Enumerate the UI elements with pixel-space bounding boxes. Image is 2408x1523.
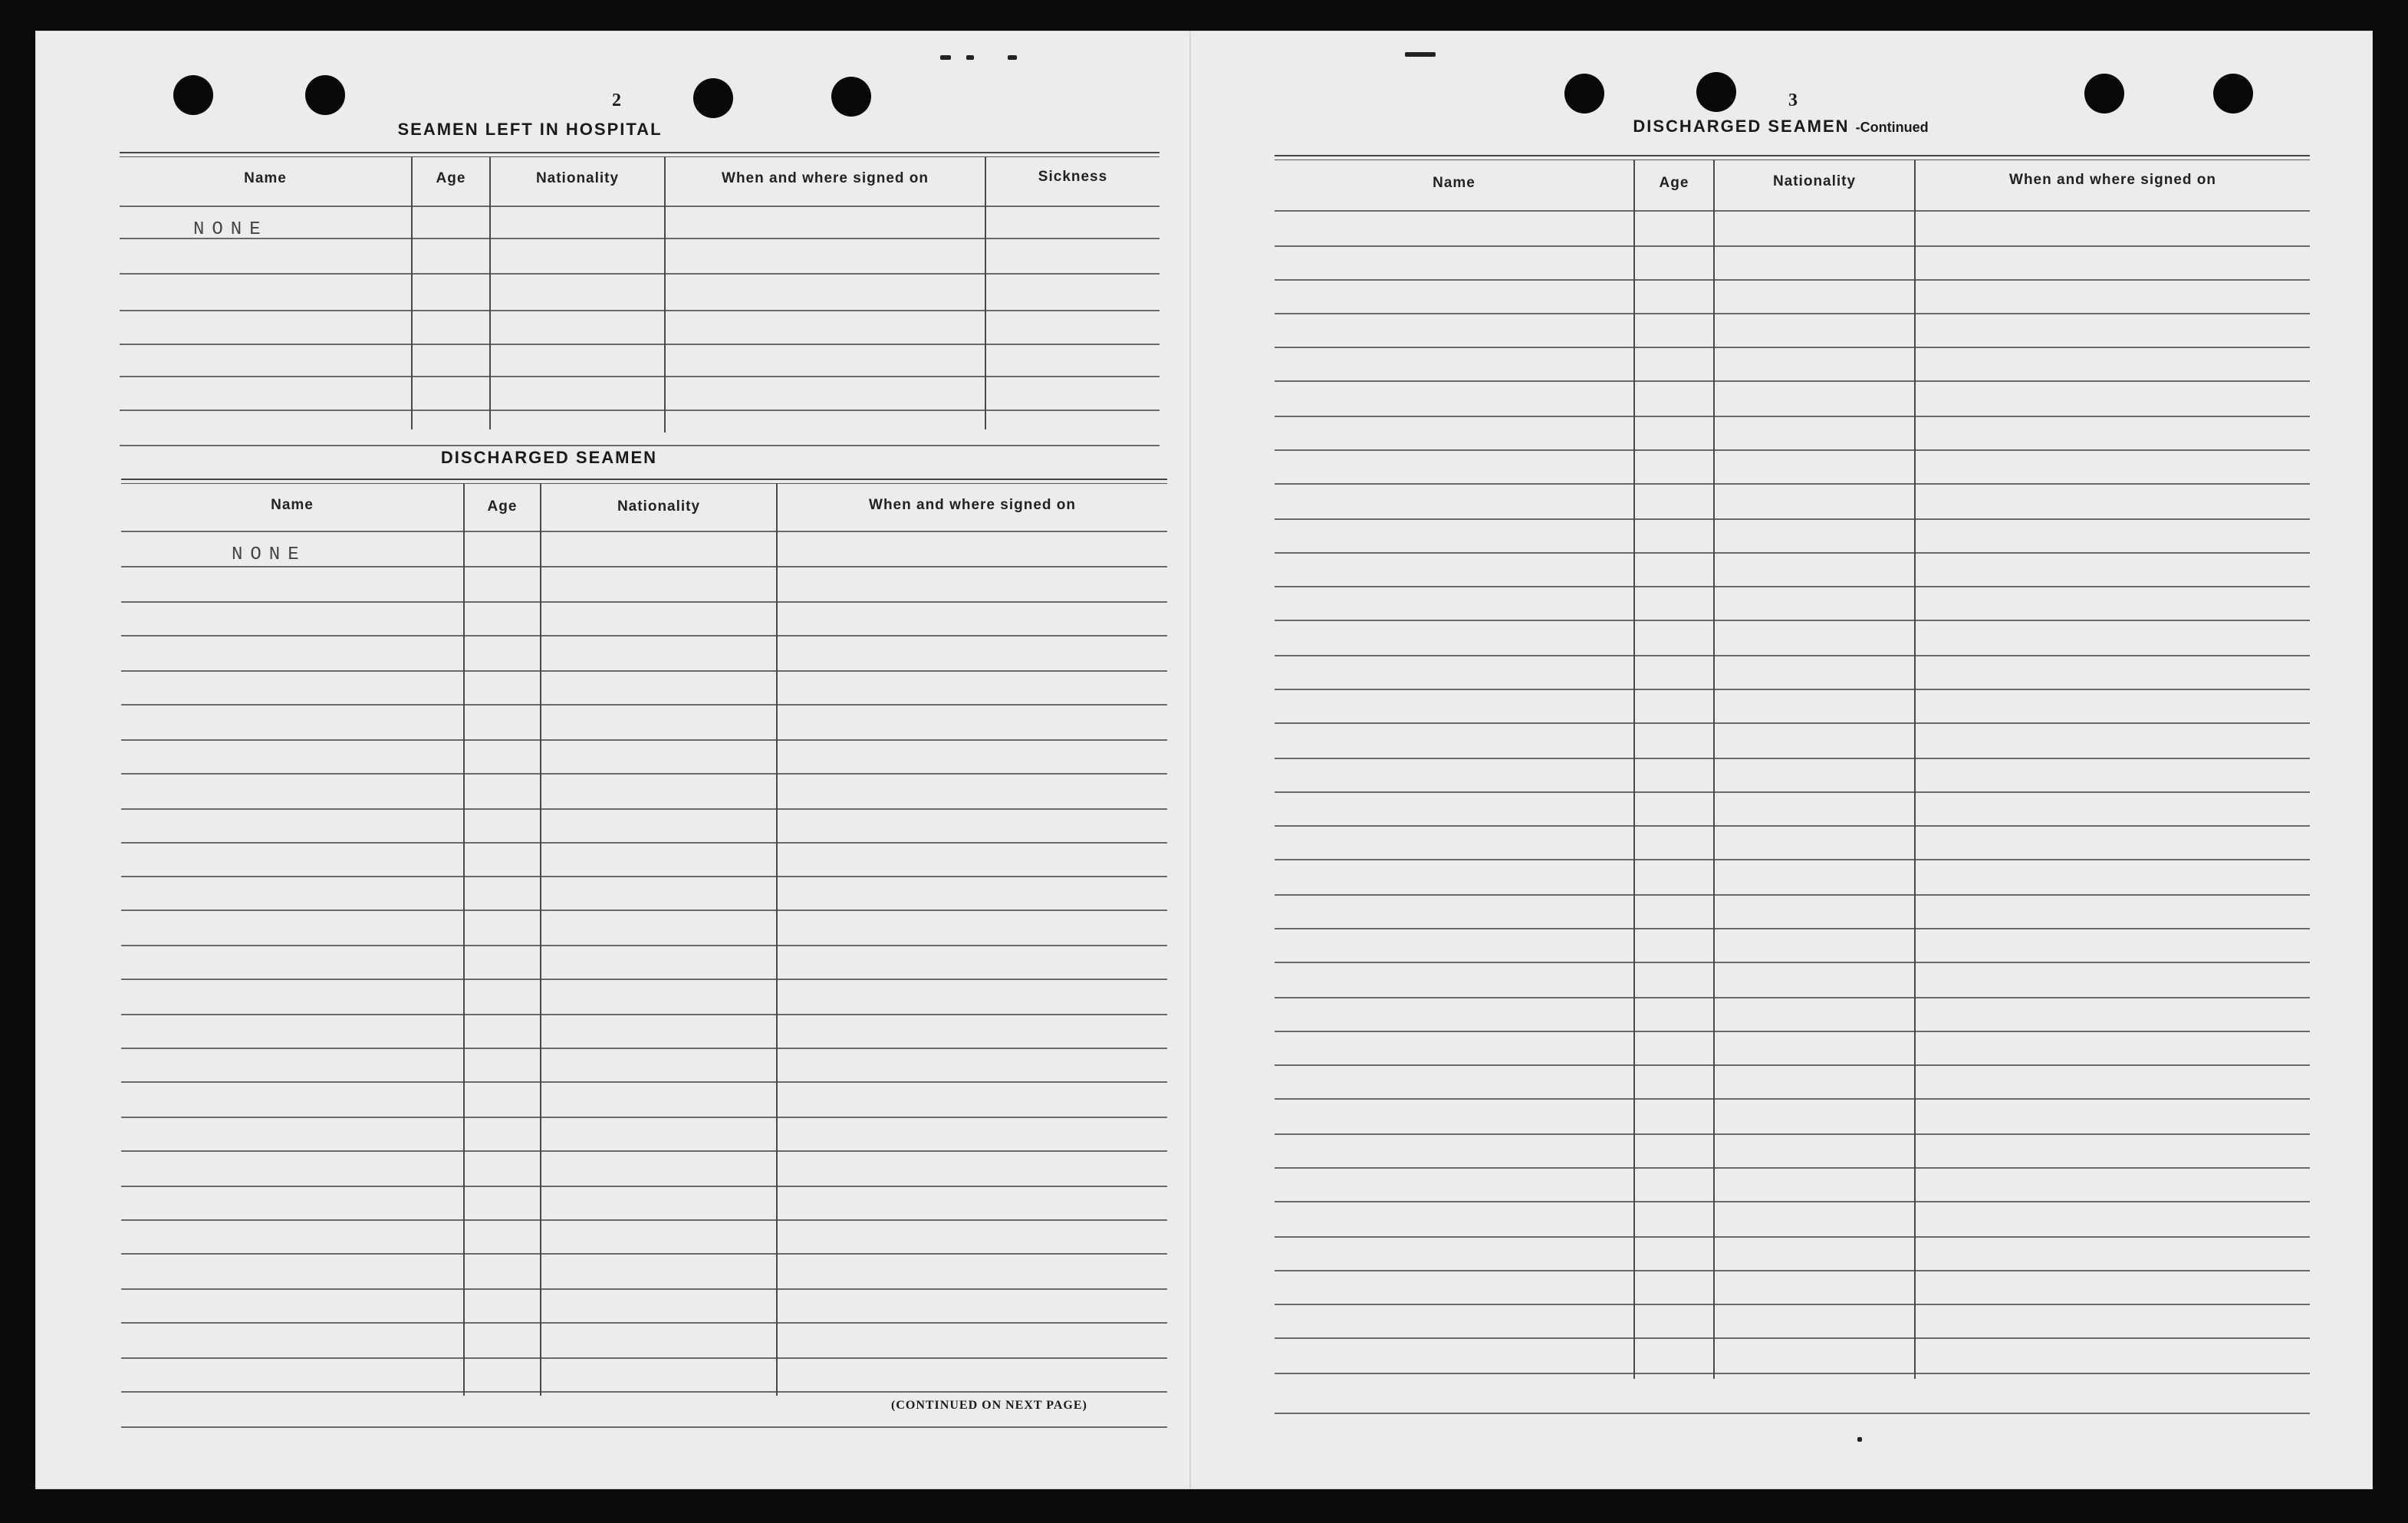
row-rule bbox=[1275, 552, 2310, 554]
row-rule bbox=[1275, 313, 2310, 314]
col-header-name: Name bbox=[1433, 175, 1475, 191]
row-rule bbox=[121, 1186, 1167, 1187]
row-rule bbox=[120, 376, 1160, 377]
row-rule bbox=[1275, 1201, 2310, 1202]
row-rule bbox=[1275, 586, 2310, 587]
row-rule bbox=[121, 635, 1167, 637]
row-rule bbox=[1275, 1167, 2310, 1169]
discharged-continued-title bbox=[1574, 117, 1988, 137]
row-rule bbox=[1275, 449, 2310, 451]
column-divider bbox=[411, 156, 413, 429]
row-rule bbox=[1275, 997, 2310, 998]
row-rule bbox=[1275, 962, 2310, 963]
table-cell-name: NONE bbox=[232, 544, 307, 565]
row-rule bbox=[120, 344, 1160, 345]
row-rule bbox=[1275, 689, 2310, 690]
row-rule bbox=[121, 670, 1167, 672]
table-cell-name: NONE bbox=[193, 219, 268, 240]
row-rule bbox=[121, 773, 1167, 775]
col-header-nationality: Nationality bbox=[1772, 173, 1857, 189]
row-rule bbox=[1275, 1133, 2310, 1135]
row-rule bbox=[120, 238, 1160, 239]
row-rule bbox=[121, 601, 1167, 603]
col-header-age: Age bbox=[487, 498, 518, 515]
row-rule bbox=[120, 410, 1160, 411]
page-number: 3 bbox=[1788, 90, 1798, 110]
row-rule bbox=[121, 483, 1167, 484]
row-rule bbox=[121, 979, 1167, 980]
row-rule bbox=[121, 1081, 1167, 1083]
row-rule bbox=[1275, 791, 2310, 793]
discharged-section-title: DISCHARGED SEAMEN bbox=[440, 448, 658, 467]
row-rule bbox=[121, 1117, 1167, 1118]
row-rule bbox=[120, 310, 1160, 311]
row-rule bbox=[1275, 1337, 2310, 1339]
punch-hole bbox=[2084, 74, 2124, 113]
row-rule bbox=[121, 945, 1167, 946]
column-divider bbox=[1914, 160, 1916, 1379]
col-header-when-where: When and where signed on bbox=[2009, 172, 2216, 188]
col-header-name: Name bbox=[244, 170, 287, 186]
row-rule bbox=[121, 739, 1167, 741]
row-rule bbox=[1275, 825, 2310, 827]
row-rule bbox=[121, 842, 1167, 844]
col-header-sickness: Sickness bbox=[1038, 169, 1108, 185]
row-rule bbox=[121, 1014, 1167, 1015]
row-rule bbox=[121, 1219, 1167, 1221]
row-rule bbox=[120, 152, 1160, 153]
row-rule bbox=[121, 1288, 1167, 1290]
ink-mark bbox=[940, 55, 951, 60]
hospital-table bbox=[120, 152, 1160, 466]
row-rule bbox=[121, 910, 1167, 911]
right-page bbox=[1190, 31, 2373, 1489]
row-rule bbox=[1275, 210, 2310, 212]
col-header-age: Age bbox=[1659, 175, 1689, 191]
row-rule bbox=[1275, 1031, 2310, 1032]
row-rule bbox=[1275, 1236, 2310, 1238]
punch-hole bbox=[305, 75, 345, 115]
discharged-table bbox=[121, 479, 1167, 1428]
row-rule bbox=[121, 1357, 1167, 1359]
row-rule bbox=[120, 156, 1160, 157]
ink-mark bbox=[1405, 52, 1436, 57]
row-rule bbox=[121, 808, 1167, 810]
row-rule bbox=[1275, 1064, 2310, 1066]
row-rule bbox=[121, 479, 1167, 480]
row-rule bbox=[121, 1253, 1167, 1255]
row-rule bbox=[121, 1048, 1167, 1049]
ink-mark bbox=[1008, 55, 1017, 60]
row-rule bbox=[120, 445, 1160, 446]
row-rule bbox=[1275, 416, 2310, 417]
row-rule bbox=[1275, 722, 2310, 724]
punch-hole bbox=[1696, 72, 1736, 112]
discharged-title-text: DISCHARGED SEAMEN bbox=[1633, 117, 1850, 136]
col-header-when-where: When and where signed on bbox=[869, 497, 1076, 513]
page-number: 2 bbox=[612, 90, 621, 110]
punch-hole bbox=[831, 77, 871, 117]
row-rule bbox=[1275, 483, 2310, 485]
row-rule bbox=[1275, 1098, 2310, 1100]
col-header-when-where: When and where signed on bbox=[722, 170, 929, 186]
column-divider bbox=[463, 483, 465, 1396]
row-rule bbox=[1275, 894, 2310, 896]
row-rule bbox=[1275, 1413, 2310, 1414]
continued-suffix: -Continued bbox=[1855, 120, 1929, 135]
column-divider bbox=[776, 483, 778, 1396]
row-rule bbox=[1275, 518, 2310, 520]
col-header-name: Name bbox=[271, 497, 314, 513]
row-rule bbox=[1275, 859, 2310, 860]
row-rule bbox=[121, 704, 1167, 706]
column-divider bbox=[489, 156, 491, 429]
row-rule bbox=[121, 876, 1167, 877]
row-rule bbox=[121, 566, 1167, 567]
column-divider bbox=[1713, 160, 1715, 1379]
continued-note: (CONTINUED ON NEXT PAGE) bbox=[891, 1399, 1087, 1412]
row-rule bbox=[1275, 279, 2310, 281]
row-rule bbox=[1275, 1270, 2310, 1271]
punch-hole bbox=[173, 75, 213, 115]
row-rule bbox=[1275, 245, 2310, 247]
row-rule bbox=[1275, 655, 2310, 656]
column-divider bbox=[540, 483, 541, 1396]
row-rule bbox=[121, 1322, 1167, 1324]
row-rule bbox=[121, 531, 1167, 532]
left-page bbox=[35, 31, 1190, 1489]
punch-hole bbox=[2213, 74, 2253, 113]
row-rule bbox=[1275, 758, 2310, 759]
column-divider bbox=[1633, 160, 1635, 1379]
row-rule bbox=[121, 1426, 1167, 1428]
punch-hole bbox=[1564, 74, 1604, 113]
row-rule bbox=[1275, 1373, 2310, 1374]
row-rule bbox=[1275, 380, 2310, 382]
row-rule bbox=[1275, 620, 2310, 621]
row-rule bbox=[121, 1391, 1167, 1393]
discharged-continued-table bbox=[1275, 155, 2310, 1419]
row-rule bbox=[120, 206, 1160, 207]
col-header-age: Age bbox=[436, 170, 466, 186]
row-rule bbox=[1275, 347, 2310, 348]
column-divider bbox=[664, 156, 666, 433]
hospital-section-title: SEAMEN LEFT IN HOSPITAL bbox=[397, 120, 663, 139]
row-rule bbox=[121, 1150, 1167, 1152]
ink-mark bbox=[1857, 1437, 1862, 1442]
column-divider bbox=[985, 156, 986, 429]
col-header-nationality: Nationality bbox=[535, 170, 620, 186]
row-rule bbox=[1275, 155, 2310, 156]
row-rule bbox=[1275, 1304, 2310, 1305]
row-rule bbox=[1275, 928, 2310, 929]
col-header-nationality: Nationality bbox=[617, 498, 701, 515]
row-rule bbox=[120, 273, 1160, 275]
ink-mark bbox=[966, 55, 974, 60]
punch-hole bbox=[693, 78, 733, 118]
